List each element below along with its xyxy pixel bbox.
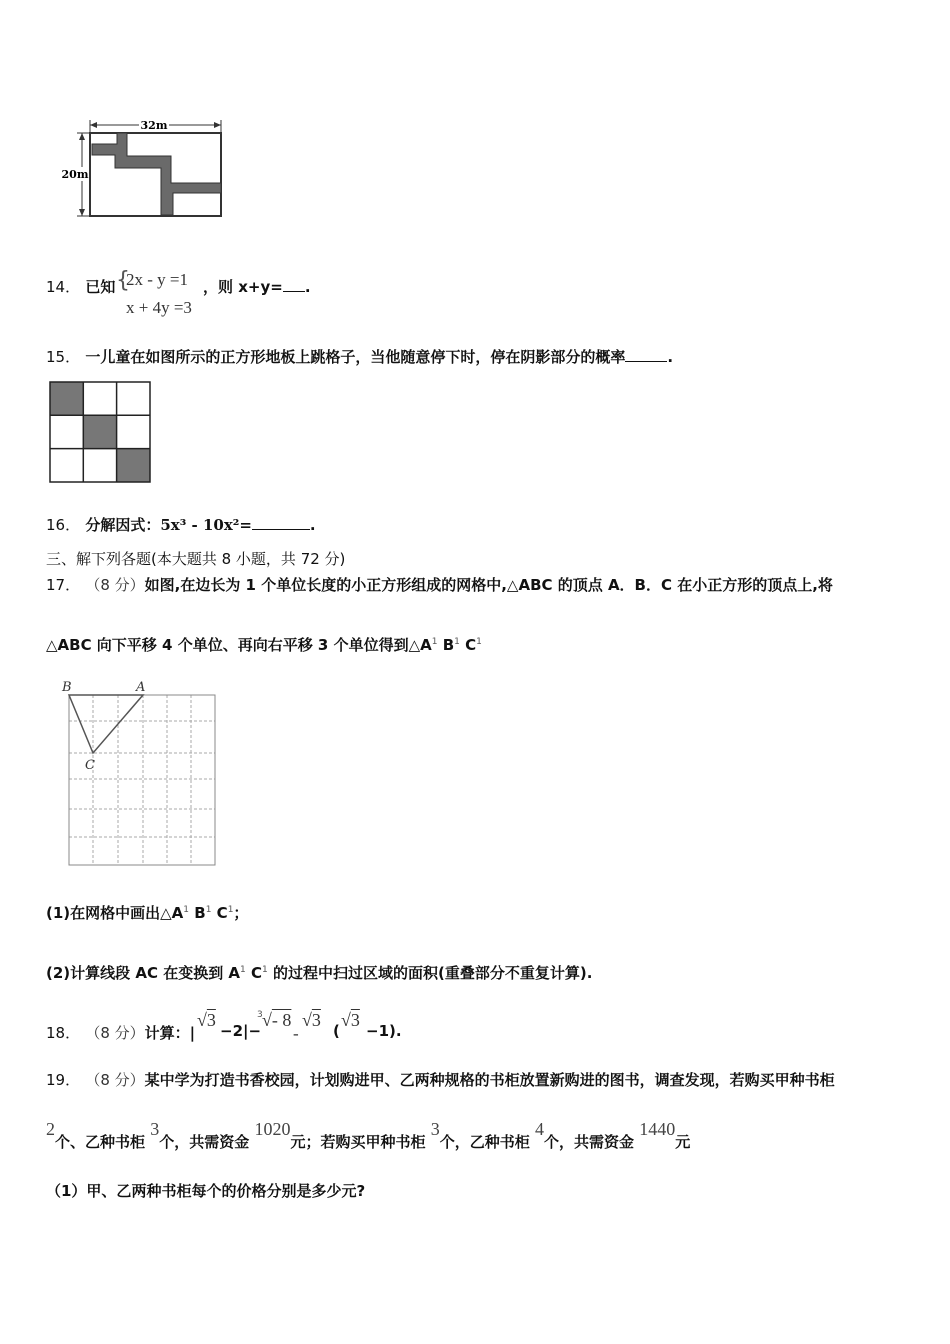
question-19-score: （8 分） (85, 1071, 145, 1089)
question-18-number: 18． (46, 1024, 81, 1042)
equation-2: x + 4y =3 (126, 298, 192, 317)
vertex-b-prime: B (442, 636, 455, 654)
part1-c-prime: C (216, 904, 228, 922)
question-16-label: 分解因式： (85, 516, 161, 534)
question-14 (46, 276, 115, 297)
section-heading: 三、解下列各题(本大题共 8 小题，共 72 分) (46, 550, 346, 568)
question-16 (46, 514, 316, 535)
equation-1: 2x - y =1 (126, 270, 188, 289)
prime-mark: 1 (227, 905, 234, 915)
question-18 (46, 1022, 195, 1043)
question-16-number: 16． (46, 516, 81, 534)
vertex-b-label: B (62, 680, 72, 695)
answer-blank-15[interactable] (625, 361, 667, 362)
question-18-end: −1). (366, 1022, 402, 1040)
part2-text: (2)计算线段 AC 在变换到 A (46, 964, 241, 982)
text-6: 元 (675, 1133, 691, 1151)
part1-text: (1)在网格中画出△A (46, 904, 184, 922)
text-3: 元；若购买甲种书柜 (290, 1133, 426, 1151)
question-18-score: （8 分） (85, 1024, 145, 1042)
width-label: 32m (140, 119, 168, 132)
text-4: 个，乙种书柜 (439, 1133, 530, 1151)
question-17-line1: 如图,在边长为 1 个单位长度的小正方形组成的网格中,△ABC 的顶点 A．B．C 在小正方形的顶点上,将 (144, 576, 833, 594)
prime-mark: 1 (240, 965, 246, 975)
count-3: 3 (430, 1119, 440, 1139)
question-15-text: 一儿童在如图所示的正方形地板上跳格子，当他随意停下时，停在阴影部分的概率 (85, 348, 626, 366)
system-brace: { (116, 268, 130, 293)
question-17-score: （8 分） (85, 576, 145, 594)
question-17-part2 (46, 962, 592, 983)
question-17-line2 (46, 634, 482, 655)
radicand-3: 3 (311, 1010, 321, 1030)
question-15 (46, 346, 673, 367)
prime-mark: 1 (262, 965, 268, 975)
question-19-part1: （1）甲、乙两种书柜每个的价格分别是多少元? (46, 1182, 366, 1200)
prime-mark: 1 (476, 637, 482, 647)
prime-mark: 1 (431, 637, 438, 647)
count-2: 3 (150, 1119, 160, 1139)
part1-end: ； (233, 904, 249, 922)
count-1: 2 (46, 1119, 55, 1139)
radicand-2: - 8 (271, 1010, 292, 1030)
question-19-line2 (46, 1119, 691, 1152)
amount-2: 1440 (639, 1119, 676, 1139)
question-15-number: 15． (46, 348, 81, 366)
question-14-end: . (304, 278, 311, 296)
dashed-grid (69, 695, 215, 865)
sqrt-3-c: √3 (341, 1010, 360, 1030)
question-19-number: 19． (46, 1071, 81, 1089)
question-19 (46, 1069, 835, 1090)
vertex-c-label: C (85, 758, 95, 773)
floor-grid-figure (49, 381, 153, 485)
shaded-tile (117, 449, 150, 482)
question-16-expr: 5x³ - 10x²= (160, 516, 252, 534)
question-17-line2-text: △ABC 向下平移 4 个单位、再向右平移 3 个单位得到△A (46, 636, 432, 654)
prime-mark: 1 (183, 905, 190, 915)
sqrt-3-b: √3 (302, 1010, 321, 1030)
question-14-number: 14． (46, 278, 81, 296)
question-17-number: 17． (46, 576, 81, 594)
question-14-suffix: ，则 x+y= (203, 278, 283, 296)
shaded-tile (83, 415, 116, 448)
cube-root-index: 3 (257, 1010, 263, 1020)
triangle-abc (69, 695, 143, 753)
vertex-c-prime: C (465, 636, 477, 654)
answer-blank-14[interactable] (283, 291, 305, 292)
question-19-line1: 某中学为打造书香校园，计划购进甲、乙两种规格的书柜放置新购进的图书，调查发现，若购买甲种书柜 (144, 1071, 835, 1089)
minus-sign: - (293, 1024, 299, 1043)
radicand-1: 3 (206, 1010, 216, 1030)
text-1: 个、乙种书柜 (55, 1133, 146, 1151)
amount-1: 1020 (254, 1119, 291, 1139)
question-18-label: 计算：| (144, 1024, 196, 1042)
question-17 (46, 574, 833, 595)
count-4: 4 (535, 1119, 544, 1139)
question-16-end: . (309, 516, 316, 534)
part1-b-prime: B (194, 904, 206, 922)
question-15-end: . (667, 348, 674, 366)
question-18-mid: −2|− (220, 1022, 262, 1040)
cube-root-minus-8: √- 8 (262, 1010, 292, 1030)
sqrt-3-a: √3 (197, 1010, 216, 1030)
radicand-4: 3 (350, 1010, 360, 1030)
height-label: 20m (61, 168, 89, 181)
triangle-grid-figure (55, 675, 220, 870)
prime-mark: 1 (205, 905, 212, 915)
vertex-a-label: A (136, 680, 146, 695)
text-2: 个，共需资金 (159, 1133, 250, 1151)
prime-mark: 1 (454, 637, 460, 647)
question-17-part1 (46, 902, 248, 923)
paren-open: ( (333, 1022, 340, 1040)
answer-blank-16[interactable] (252, 529, 310, 530)
question-14-answer (203, 276, 311, 297)
part2-c-prime: C (251, 964, 263, 982)
garden-path-figure (55, 115, 235, 225)
part2-end: 的过程中扫过区域的面积(重叠部分不重复计算). (273, 964, 593, 982)
question-14-prefix: 已知 (85, 278, 116, 296)
shaded-tile (50, 382, 83, 415)
text-5: 个，共需资金 (544, 1133, 635, 1151)
